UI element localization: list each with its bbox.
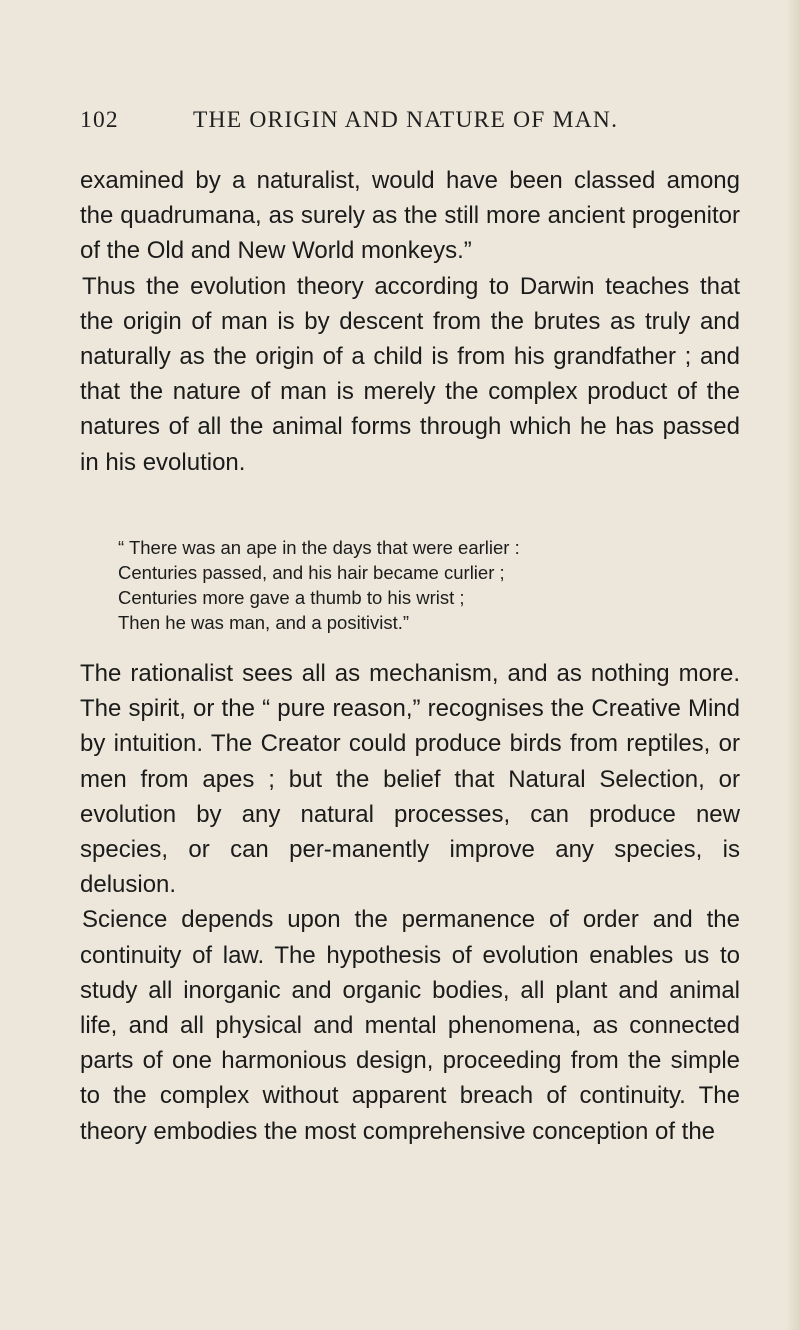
body-text-after-quote — [80, 656, 740, 1149]
page-edge-shadow — [786, 0, 800, 1330]
body-text-before-quote — [80, 163, 740, 480]
verse-line: Centuries passed, and his hair became curlier ; — [118, 562, 505, 583]
page-header — [80, 107, 720, 143]
verse-quotation — [118, 535, 678, 635]
verse-line: Centuries more gave a thumb to his wrist ; — [118, 587, 465, 608]
page-number: 102 — [80, 107, 119, 133]
paragraph-continued: examined by a naturalist, would have been classed among the quadrumana, as surely as the still more ancient progenitor of the Old and New World monkeys.” — [80, 167, 740, 265]
verse-line: “ There was an ape in the days that were earlier : — [118, 537, 520, 558]
verse-line: Then he was man, and a positivist.” — [118, 612, 410, 633]
running-head: THE ORIGIN AND NATURE OF MAN. — [193, 107, 619, 133]
paragraph-darwin-evolution: Thus the evolution theory according to Darwin teaches that the origin of man is by descent from the brutes as truly and naturally as the origin of a child is from his grandfather ; and that the nature of man is merely the complex product of the natures of all the animal forms through which he has passed in his evolution. — [80, 272, 740, 476]
paragraph-rationalist: The rationalist sees all as mechanism, and as nothing more. The spirit, or the “ pure reason,” recognises the Creative Mind by intuition. The Creator could produce birds from reptiles, or men from apes ; but the belief that Natural Selection, or evolution by any natural processes, can produce new species, or can per-manently improve any species, is delusion. — [80, 660, 740, 899]
paragraph-science: Science depends upon the permanence of order and the continuity of law. The hypothesis of evolution enables us to study all inorganic and organic bodies, all plant and animal life, and all physical and mental phenomena, as connected parts of one harmonious design, proceeding from the simple to the complex without apparent breach of continuity. The theory embodies the most comprehensive conception of the — [80, 906, 740, 1145]
